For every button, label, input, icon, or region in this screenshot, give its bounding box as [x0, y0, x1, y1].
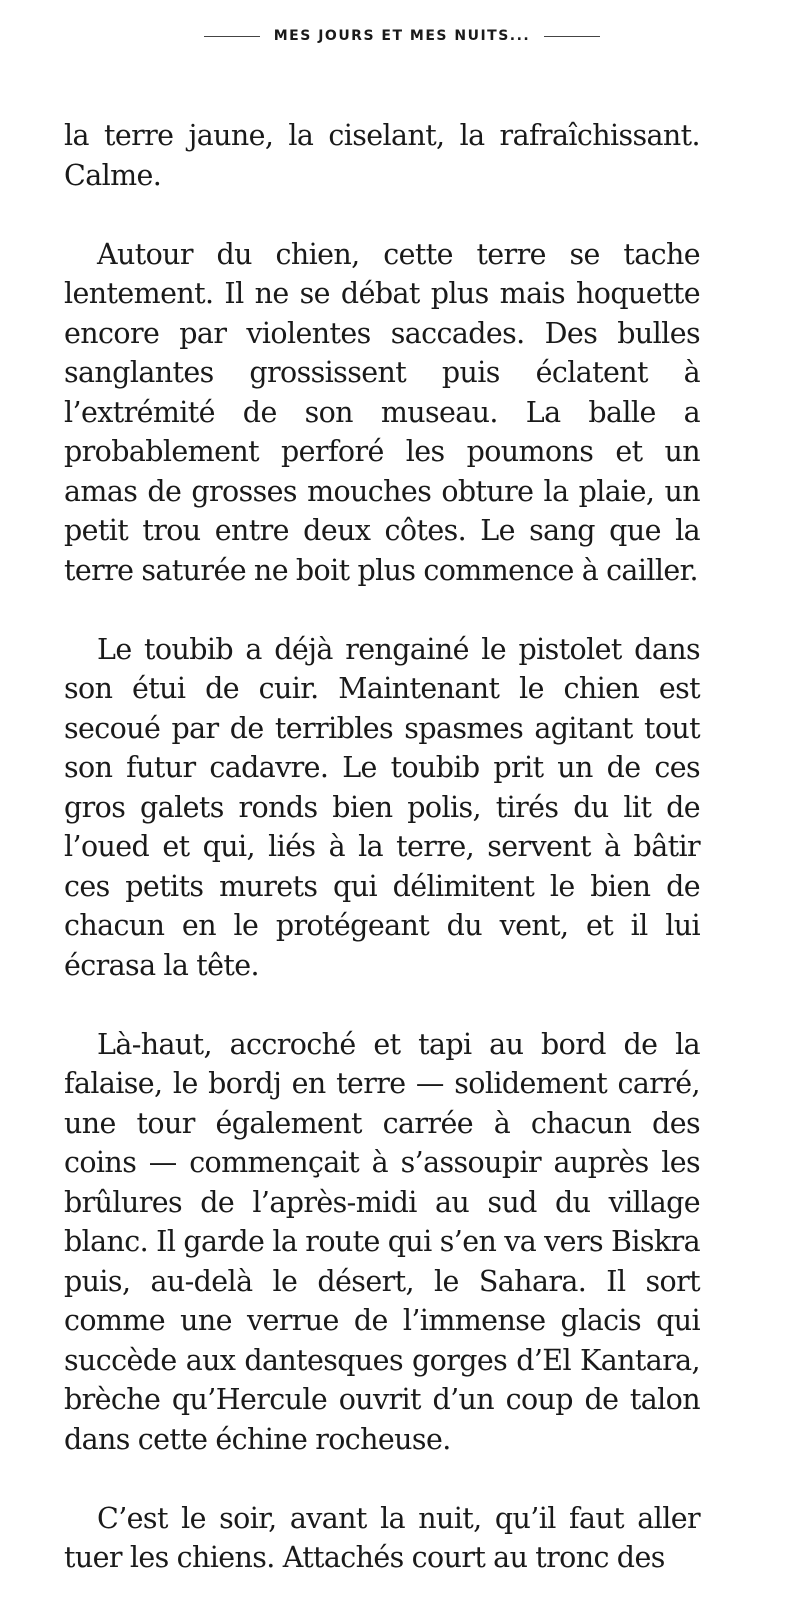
paragraph: Le toubib a déjà rengainé le pistolet dans son étui de cuir. Maintenant le chien est secoué par de terribles spasmes agitant tout son futur cadavre. Le toubib prit un de ces gros galets ronds bien polis, tirés du lit de l’oued et qui, liés à la terre, servent à bâtir ces petits murets qui délimitent le bien de chacun en le protégeant du vent, et il lui écrasa la tête. [64, 632, 700, 982]
header-rule-right [544, 36, 600, 37]
paragraph: Autour du chien, cette terre se tache lentement. Il ne se débat plus mais hoquette encore par violentes saccades. Des bulles sanglantes grossissent puis éclatent à l’extrémité de son museau. La balle a probablement perforé les poumons et un amas de grosses mouches obture la plaie, un petit trou entre deux côtes. Le sang que la terre saturée ne boit plus commence à cailler. [64, 237, 700, 587]
page-body [64, 116, 700, 1617]
paragraph: Là-haut, accroché et tapi au bord de la falaise, le bordj en terre — solidement carré, une tour également carrée à chacun des coins — commençait à s’assoupir auprès les brûlures de l’après-midi au sud du village blanc. Il garde la route qui s’en va vers Biskra puis, au-delà le désert, le Sahara. Il sort comme une verrue de l’immense glacis qui succède aux dantesques gorges d’El Kantara, brèche qu’Hercule ouvrit d’un coup de talon dans cette échine rocheuse. [64, 1027, 700, 1456]
header-rule-left [204, 36, 260, 37]
header-title: MES JOURS ET MES NUITS... [273, 28, 531, 44]
running-header [0, 28, 804, 44]
paragraph: la terre jaune, la ciselant, la rafraîchissant. Calme. [64, 119, 700, 192]
paragraph: C’est le soir, avant la nuit, qu’il faut aller tuer les chiens. Attachés court au tronc des [64, 1501, 700, 1574]
